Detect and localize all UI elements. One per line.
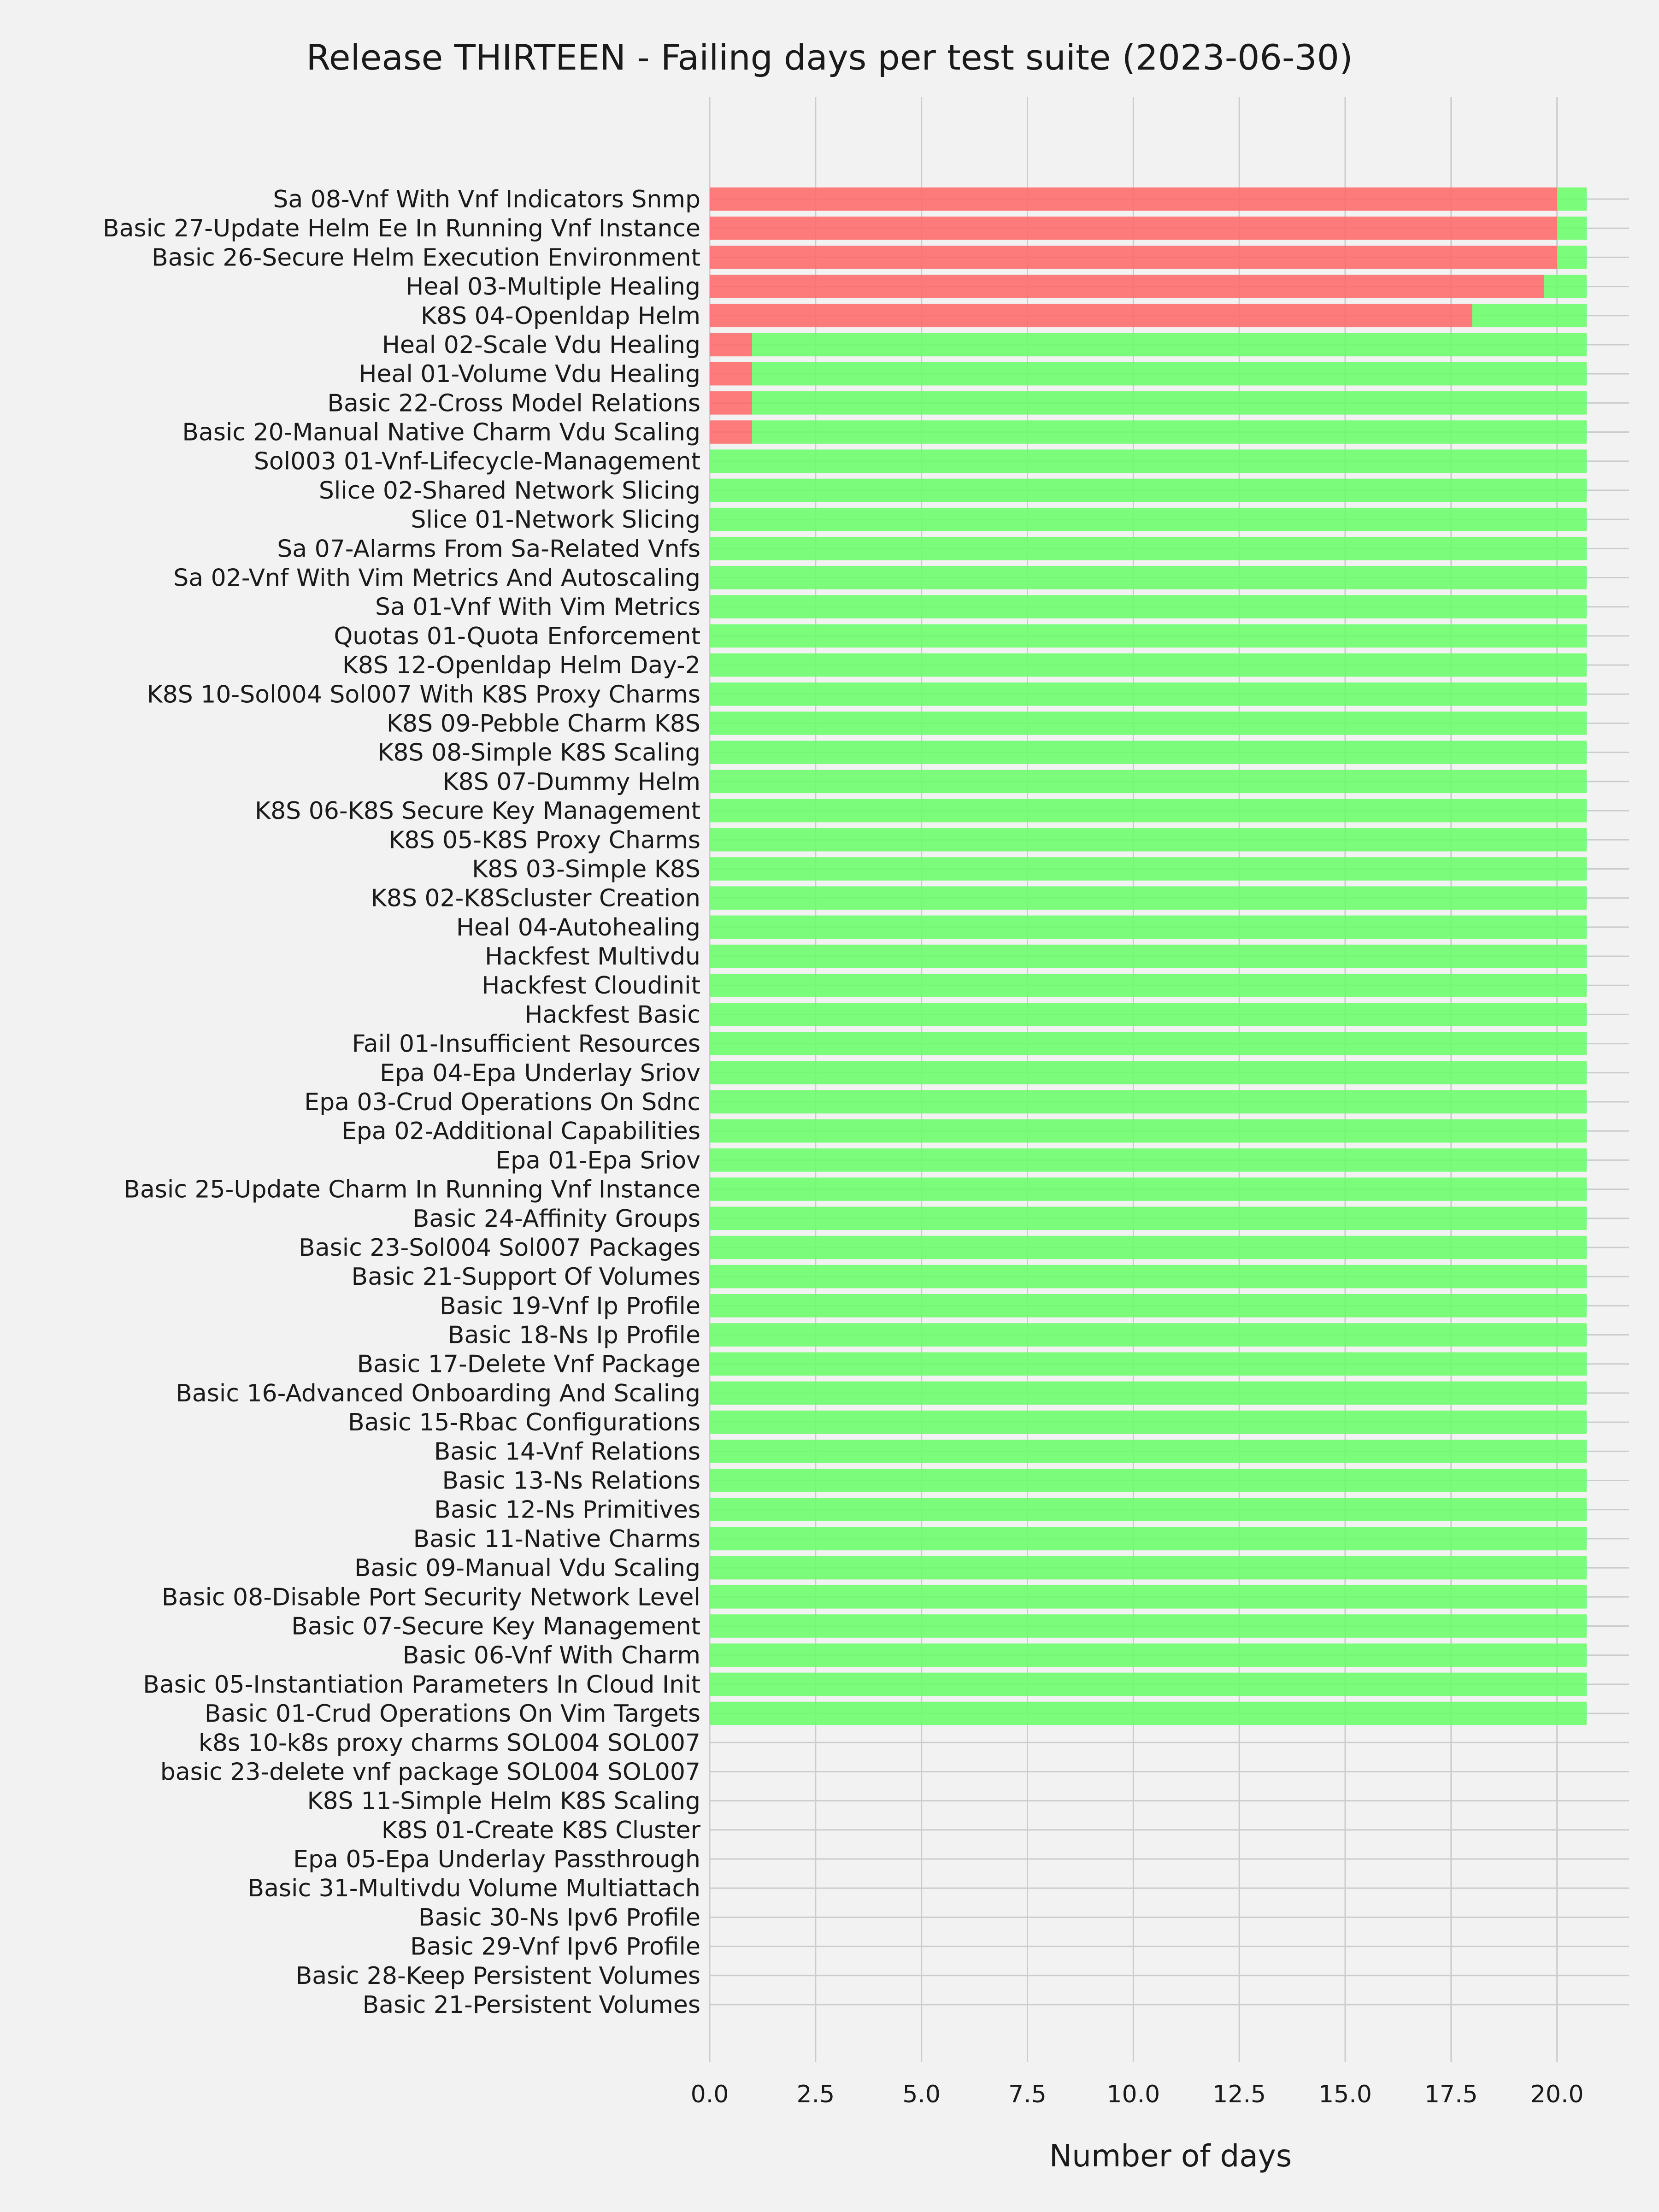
passing-bar — [710, 1061, 1587, 1085]
passing-bar — [710, 886, 1587, 910]
y-tick-label: Epa 03-Crud Operations On Sdnc — [304, 1088, 700, 1116]
failing-bar — [710, 217, 1557, 240]
y-tick-label: k8s 10-k8s proxy charms SOL004 SOL007 — [198, 1729, 700, 1757]
y-tick-label: Hackfest Cloudinit — [482, 972, 700, 1000]
y-tick-label: Sa 07-Alarms From Sa-Related Vnfs — [277, 535, 700, 563]
y-tick-label: K8S 09-Pebble Charm K8S — [386, 710, 700, 738]
y-tick-label: Fail 01-Insufficient Resources — [352, 1030, 700, 1058]
passing-bar — [710, 1469, 1587, 1492]
x-tick-label: 2.5 — [796, 2081, 835, 2108]
passing-bar — [710, 1382, 1587, 1405]
y-tick-label: Basic 01-Crud Operations On Vim Targets — [204, 1700, 700, 1728]
passing-bar — [1557, 217, 1587, 240]
y-tick-label: Hackfest Basic — [524, 1001, 700, 1029]
passing-bar — [710, 1003, 1587, 1026]
passing-bar — [710, 857, 1587, 881]
y-tick-label: Hackfest Multivdu — [485, 943, 700, 971]
y-tick-label: Basic 08-Disable Port Security Network Level — [161, 1583, 700, 1612]
passing-bar — [710, 1411, 1587, 1434]
y-tick-label: Basic 22-Cross Model Relations — [327, 389, 700, 418]
y-tick-label: K8S 06-K8S Secure Key Management — [254, 797, 700, 825]
passing-bar — [710, 537, 1587, 560]
y-tick-label: Heal 01-Volume Vdu Healing — [359, 360, 700, 388]
passing-bar — [1472, 304, 1587, 327]
failing-bar — [710, 275, 1544, 298]
passing-bar — [710, 770, 1587, 794]
y-tick-label: Basic 16-Advanced Onboarding And Scaling — [176, 1379, 700, 1407]
y-tick-label: K8S 11-Simple Helm K8S Scaling — [307, 1787, 700, 1815]
y-tick-label: Basic 21-Persistent Volumes — [362, 1991, 700, 2019]
x-tick-label: 15.0 — [1318, 2081, 1372, 2108]
passing-bar — [710, 741, 1587, 764]
x-axis-label: Number of days — [1049, 2138, 1292, 2174]
y-tick-label: K8S 05-K8S Proxy Charms — [388, 826, 700, 854]
passing-bar — [752, 333, 1587, 357]
passing-bar — [1557, 246, 1587, 269]
y-tick-label: Basic 05-Instantiation Parameters In Cloud Init — [143, 1671, 700, 1699]
y-tick-label: Heal 02-Scale Vdu Healing — [382, 331, 700, 359]
y-tick-label: K8S 02-K8Scluster Creation — [371, 884, 700, 912]
y-tick-label: Basic 20-Manual Native Charm Vdu Scaling — [182, 418, 700, 447]
passing-bar — [710, 508, 1587, 531]
passing-bar — [710, 1702, 1587, 1725]
failing-bar — [710, 333, 752, 357]
passing-bar — [710, 945, 1587, 968]
y-tick-label: K8S 03-Simple K8S — [472, 855, 700, 883]
passing-bar — [710, 828, 1587, 852]
y-tick-label: Basic 21-Support Of Volumes — [351, 1263, 700, 1291]
y-tick-label: Basic 23-Sol004 Sol007 Packages — [299, 1234, 700, 1262]
y-tick-label: Basic 18-Ns Ip Profile — [447, 1321, 700, 1349]
y-tick-label: Sa 08-Vnf With Vnf Indicators Snmp — [273, 186, 700, 213]
x-tick-label: 17.5 — [1424, 2081, 1478, 2108]
passing-bar — [1544, 275, 1587, 298]
passing-bar — [710, 595, 1587, 618]
x-tick-label: 7.5 — [1008, 2081, 1047, 2108]
failing-bar — [710, 188, 1557, 211]
failing-bar — [710, 246, 1557, 269]
y-tick-label: Basic 14-Vnf Relations — [434, 1438, 700, 1466]
y-tick-label: Quotas 01-Quota Enforcement — [334, 622, 700, 650]
passing-bar — [710, 712, 1587, 735]
y-tick-label: Epa 05-Epa Underlay Passthrough — [293, 1846, 700, 1874]
passing-bar — [710, 916, 1587, 939]
y-tick-label: Heal 04-Autohealing — [456, 913, 700, 941]
passing-bar — [710, 1265, 1587, 1288]
passing-bar — [710, 1119, 1587, 1143]
passing-bar — [710, 1614, 1587, 1638]
y-tick-label: Basic 15-Rbac Configurations — [348, 1409, 700, 1437]
passing-bar — [1557, 188, 1587, 211]
y-tick-label: K8S 07-Dummy Helm — [442, 768, 700, 796]
passing-bar — [710, 1556, 1587, 1580]
y-tick-label: Slice 02-Shared Network Slicing — [318, 477, 700, 505]
y-tick-label: K8S 08-Simple K8S Scaling — [377, 739, 700, 767]
y-tick-label: K8S 10-Sol004 Sol007 With K8S Proxy Charms — [147, 681, 700, 709]
x-tick-label: 20.0 — [1530, 2081, 1584, 2108]
y-tick-label: Basic 27-Update Helm Ee In Running Vnf Instance — [102, 215, 700, 243]
passing-bar — [710, 1643, 1587, 1667]
y-tick-label: Epa 01-Epa Sriov — [495, 1147, 700, 1175]
y-tick-label: Basic 12-Ns Primitives — [434, 1496, 700, 1524]
chart-title: Release THIRTEEN - Failing days per test suite (2023-06-30) — [306, 37, 1353, 78]
x-tick-label: 0.0 — [690, 2081, 729, 2108]
passing-bar — [710, 1032, 1587, 1055]
y-tick-label: Basic 09-Manual Vdu Scaling — [354, 1554, 700, 1583]
passing-bar — [710, 682, 1587, 706]
y-tick-label: Basic 06-Vnf With Charm — [402, 1641, 700, 1670]
y-tick-label: Basic 11-Native Charms — [413, 1525, 700, 1553]
passing-bar — [710, 479, 1587, 502]
y-tick-label: Basic 07-Secure Key Management — [291, 1612, 700, 1641]
failing-bar — [710, 362, 752, 386]
y-tick-label: Basic 24-Affinity Groups — [412, 1205, 700, 1233]
passing-bar — [710, 1236, 1587, 1259]
y-tick-label: Slice 01-Network Slicing — [411, 506, 700, 534]
y-tick-label: Basic 26-Secure Helm Execution Environment — [152, 244, 700, 272]
passing-bar — [710, 1090, 1587, 1114]
y-tick-label: Basic 19-Vnf Ip Profile — [439, 1292, 700, 1320]
passing-bar — [710, 799, 1587, 823]
y-tick-label: K8S 01-Create K8S Cluster — [381, 1816, 700, 1844]
passing-bar — [710, 449, 1587, 473]
passing-bar — [710, 1440, 1587, 1463]
passing-bar — [710, 1352, 1587, 1376]
passing-bar — [752, 391, 1587, 415]
passing-bar — [710, 1323, 1587, 1347]
x-tick-label: 5.0 — [902, 2081, 941, 2108]
passing-bar — [710, 653, 1587, 677]
y-tick-label: Epa 02-Additional Capabilities — [341, 1118, 700, 1146]
y-tick-label: Sa 01-Vnf With Vim Metrics — [375, 593, 700, 621]
y-tick-label: Sol003 01-Vnf-Lifecycle-Management — [253, 447, 700, 476]
y-tick-label: Basic 17-Delete Vnf Package — [357, 1350, 700, 1378]
passing-bar — [710, 1148, 1587, 1172]
passing-bar — [710, 1673, 1587, 1696]
y-tick-label: K8S 04-Openldap Helm — [420, 302, 700, 330]
passing-bar — [710, 1498, 1587, 1521]
passing-bar — [710, 1585, 1587, 1609]
y-tick-label: Sa 02-Vnf With Vim Metrics And Autoscaling — [173, 564, 700, 592]
passing-bar — [752, 362, 1587, 386]
y-tick-label: basic 23-delete vnf package SOL004 SOL007 — [160, 1758, 700, 1786]
passing-bar — [710, 1177, 1587, 1201]
passing-bar — [710, 1294, 1587, 1318]
passing-bar — [710, 624, 1587, 648]
y-tick-label: Basic 25-Update Charm In Running Vnf Instance — [124, 1176, 700, 1204]
passing-bar — [710, 1527, 1587, 1551]
failing-bar — [710, 420, 752, 444]
x-tick-label: 10.0 — [1106, 2081, 1160, 2108]
y-tick-label: Basic 30-Ns Ipv6 Profile — [418, 1904, 700, 1932]
passing-bar — [752, 420, 1587, 444]
failing-bar — [710, 391, 752, 415]
y-tick-label: Basic 13-Ns Relations — [442, 1467, 700, 1495]
y-tick-label: Basic 29-Vnf Ipv6 Profile — [410, 1933, 700, 1961]
y-tick-label: Basic 28-Keep Persistent Volumes — [295, 1962, 700, 1990]
passing-bar — [710, 1206, 1587, 1230]
y-tick-label: Basic 31-Multivdu Volume Multiattach — [247, 1875, 700, 1903]
y-tick-label: Epa 04-Epa Underlay Sriov — [380, 1059, 700, 1087]
x-tick-label: 12.5 — [1212, 2081, 1266, 2108]
passing-bar — [710, 566, 1587, 589]
y-tick-label: Heal 03-Multiple Healing — [406, 273, 700, 301]
failing-bar — [710, 304, 1472, 327]
passing-bar — [710, 974, 1587, 997]
y-tick-label: K8S 12-Openldap Helm Day-2 — [342, 652, 700, 680]
